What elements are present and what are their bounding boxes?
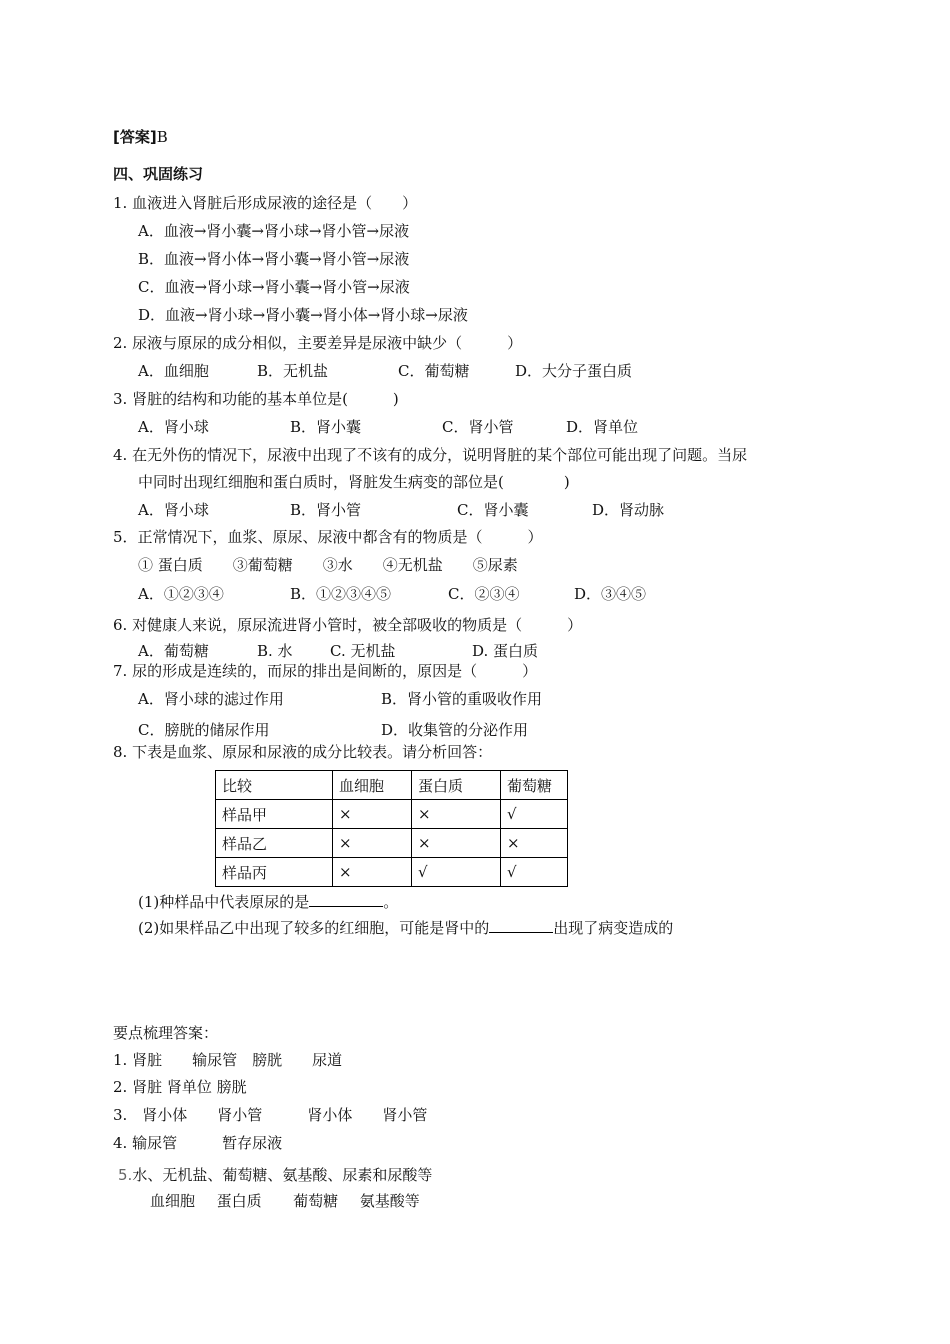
table-cell: 样品乙: [216, 829, 333, 858]
table-row: [216, 858, 568, 887]
question-2-option-d: D．大分子蛋白质: [515, 362, 633, 380]
question-6-option-d: D. 蛋白质: [472, 642, 539, 660]
table-cell: ×: [333, 800, 412, 829]
key-points-line-2: 2. 肾脏 肾单位 膀胱: [113, 1078, 247, 1096]
line-5-text: 水、无机盐、葡萄糖、氨基酸、尿素和尿酸等: [132, 1166, 433, 1184]
question-6-option-c: C. 无机盐: [330, 642, 396, 660]
answer-blank: [309, 892, 383, 907]
question-2-option-c: C．葡萄糖: [398, 362, 470, 380]
line-6-item: 葡萄糖: [293, 1192, 339, 1210]
question-7-stem: 7. 尿的形成是连续的，而尿的排出是间断的，原因是（ ）: [113, 662, 538, 680]
key-points-line-5: [118, 1165, 432, 1185]
sub-2-text: (2)如果样品乙中出现了较多的红细胞，可能是肾中的: [138, 919, 490, 937]
answer-value: B: [156, 128, 168, 146]
question-8-sub-2: [138, 918, 673, 938]
question-6-option-a: A．葡萄糖: [138, 642, 209, 660]
table-header-cell: 血细胞: [333, 771, 412, 800]
question-1-stem: 1. 血液进入肾脏后形成尿液的途径是（ ）: [113, 194, 418, 212]
table-cell: 样品丙: [216, 858, 333, 887]
question-7-option-c: C．膀胱的储尿作用: [138, 721, 270, 739]
question-1-option-d: D．血液→肾小球→肾小囊→肾小体→肾小球→尿液: [138, 306, 468, 324]
question-5-option-b: B．①②③④⑤: [290, 585, 392, 603]
key-points-line-6: [150, 1191, 420, 1211]
question-5-stem: 5．正常情况下，血浆、原尿、尿液中都含有的物质是（ ）: [113, 528, 543, 546]
question-5-option-c: C．②③④: [448, 585, 520, 603]
section-title: 四、巩固练习: [113, 165, 204, 183]
question-1-option-c: C．血液→肾小球→肾小囊→肾小管→尿液: [138, 278, 410, 296]
key-points-line-1: 1. 肾脏 输尿管 膀胱 尿道: [113, 1051, 343, 1069]
question-4-stem-line2: 中同时出现红细胞和蛋白质时，肾脏发生病变的部位是( ): [138, 473, 570, 491]
answer-blank: [489, 918, 553, 933]
question-2-option-a: A．血细胞: [138, 362, 209, 380]
table-row: [216, 829, 568, 858]
question-1-option-a: A．血液→肾小囊→肾小球→肾小管→尿液: [138, 222, 410, 240]
question-4-stem-line1: 4. 在无外伤的情况下，尿液中出现了不该有的成分，说明肾脏的某个部位可能出现了问题。当尿: [113, 446, 748, 464]
table-cell: √: [501, 858, 568, 887]
question-3-stem: 3. 肾脏的结构和功能的基本单位是( ): [113, 390, 399, 408]
answer-line: [113, 127, 168, 147]
question-6-option-b: B. 水: [257, 642, 293, 660]
line-6-item: 蛋白质: [216, 1192, 262, 1210]
line-6-item: 血细胞: [150, 1192, 196, 1210]
question-2-stem: 2. 尿液与原尿的成分相似，主要差异是尿液中缺少（ ）: [113, 334, 523, 352]
table-cell: √: [501, 800, 568, 829]
question-8-sub-1: [138, 892, 398, 912]
question-4-option-c: C．肾小囊: [457, 501, 529, 519]
question-3-option-d: D．肾单位: [566, 418, 639, 436]
question-3-option-a: A．肾小球: [138, 418, 209, 436]
comparison-table: [215, 770, 568, 887]
line-5-number: 5.: [118, 1166, 133, 1184]
table-cell: ×: [412, 800, 501, 829]
question-7-option-b: B．肾小管的重吸收作用: [381, 690, 543, 708]
table-cell: √: [412, 858, 501, 887]
table-header-row: [216, 771, 568, 800]
question-4-option-d: D．肾动脉: [592, 501, 665, 519]
answer-label: [答案]: [113, 128, 157, 146]
question-6-stem: 6. 对健康人来说，原尿流进肾小管时，被全部吸收的物质是（ ）: [113, 616, 583, 634]
table-cell: 样品甲: [216, 800, 333, 829]
question-8-stem: 8. 下表是血浆、原尿和尿液的成分比较表。请分析回答：: [113, 743, 493, 761]
question-4-option-b: B．肾小管: [290, 501, 362, 519]
key-points-title: 要点梳理答案：: [113, 1024, 219, 1042]
question-5-items: ① 蛋白质 ③葡萄糖 ③水 ④无机盐 ⑤尿素: [138, 556, 518, 574]
question-5-option-d: D．③④⑤: [574, 585, 647, 603]
sub-1-end: 。: [383, 893, 399, 911]
key-points-line-3: 3. 肾小体 肾小管 肾小体 肾小管: [113, 1106, 428, 1124]
table-header-cell: 比较: [216, 771, 333, 800]
question-5-option-a: A．①②③④: [138, 585, 224, 603]
question-7-option-d: D．收集管的分泌作用: [381, 721, 529, 739]
table-cell: ×: [501, 829, 568, 858]
table-cell: ×: [412, 829, 501, 858]
question-1-option-b: B．血液→肾小体→肾小囊→肾小管→尿液: [138, 250, 410, 268]
question-3-option-b: B．肾小囊: [290, 418, 362, 436]
table-header-cell: 蛋白质: [412, 771, 501, 800]
table-cell: ×: [333, 829, 412, 858]
question-7-option-a: A．肾小球的滤过作用: [138, 690, 284, 708]
line-6-item: 氨基酸等: [359, 1192, 420, 1210]
question-2-option-b: B．无机盐: [257, 362, 329, 380]
table-cell: ×: [333, 858, 412, 887]
table-row: [216, 800, 568, 829]
key-points-line-4: 4. 输尿管 暂存尿液: [113, 1134, 283, 1152]
question-4-option-a: A．肾小球: [138, 501, 209, 519]
question-3-option-c: C．肾小管: [442, 418, 514, 436]
sub-2-end: 出现了病变造成的: [553, 919, 674, 937]
table-header-cell: 葡萄糖: [501, 771, 568, 800]
sub-1-text: (1)种样品中代表原尿的是: [138, 893, 310, 911]
